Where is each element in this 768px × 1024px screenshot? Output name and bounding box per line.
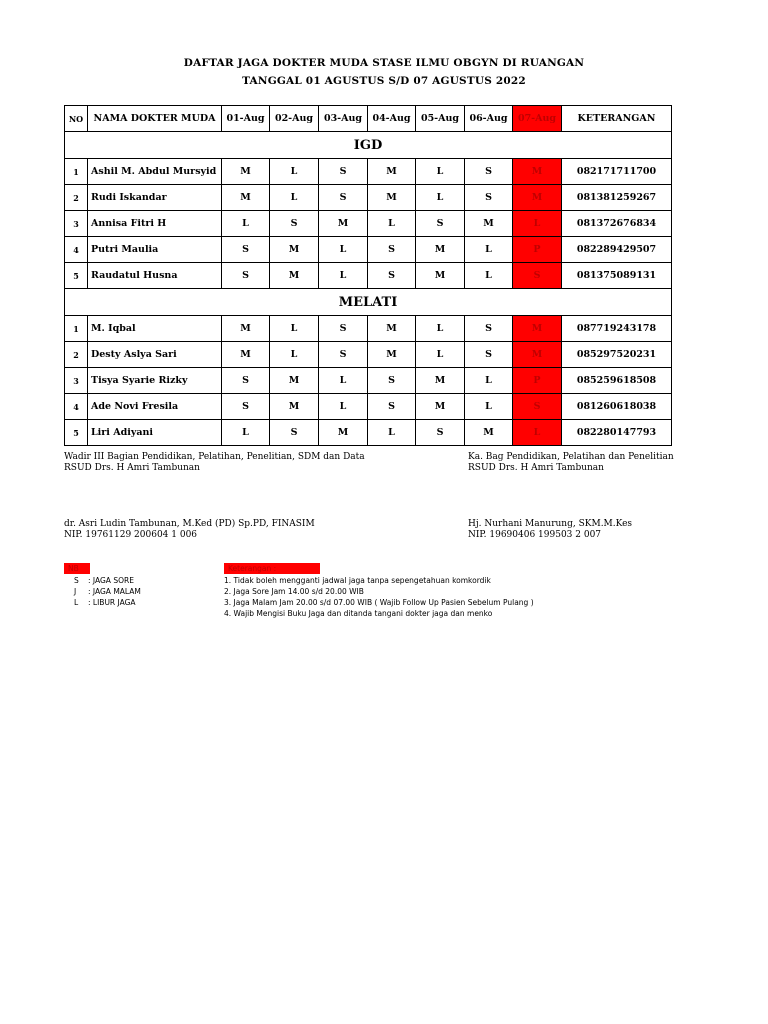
shift-cell: L [319, 237, 368, 263]
col-date-3: 03-Aug [319, 106, 368, 132]
phone-number: 085297520231 [562, 342, 672, 368]
shift-cell: M [319, 420, 368, 446]
shift-cell: S [222, 263, 270, 289]
shift-cell: S [270, 211, 319, 237]
table-row [65, 263, 672, 289]
left-signatory-name: dr. Asri Ludin Tambunan, M.Ked (PD) Sp.PD, FINASIM [64, 519, 315, 529]
phone-number: 081375089131 [562, 263, 672, 289]
col-date-4: 04-Aug [368, 106, 416, 132]
doctor-name: Desty Aslya Sari [88, 342, 222, 368]
left-signature-position: Wadir III Bagian Pendidikan, Pelatihan, Penelitian, SDM dan Data [64, 452, 365, 462]
shift-cell: S [513, 394, 562, 420]
col-keterangan: KETERANGAN [562, 106, 672, 132]
table-row [65, 394, 672, 420]
shift-cell: M [222, 316, 270, 342]
col-name: NAMA DOKTER MUDA [88, 106, 222, 132]
legend-desc-s: : JAGA SORE [88, 576, 134, 585]
right-signatory-name: Hj. Nurhani Manurung, SKM.M.Kes [468, 519, 633, 529]
schedule-table [64, 105, 672, 446]
doctor-name: Tisya Syarie Rizky [88, 368, 222, 394]
col-date-6: 06-Aug [465, 106, 513, 132]
right-signatory-nip: NIP. 19690406 199503 2 007 [468, 530, 602, 540]
shift-cell: M [319, 211, 368, 237]
row-number: 3 [65, 368, 88, 394]
legend-code-j: J [74, 587, 77, 596]
table-row [65, 237, 672, 263]
table-row [65, 211, 672, 237]
shift-cell: L [270, 342, 319, 368]
shift-cell: L [465, 368, 513, 394]
row-number: 4 [65, 394, 88, 420]
shift-cell: S [368, 368, 416, 394]
shift-cell: S [222, 368, 270, 394]
right-signature-position: Ka. Bag Pendidikan, Pelatihan dan Penelitian [468, 452, 674, 462]
doctor-name: Annisa Fitri H [88, 211, 222, 237]
doctor-name: Liri Adiyani [88, 420, 222, 446]
row-number: 1 [65, 159, 88, 185]
doctor-name: Putri Maulia [88, 237, 222, 263]
section-title: IGD [65, 132, 672, 159]
shift-cell: M [222, 159, 270, 185]
shift-cell: L [465, 237, 513, 263]
section-title: MELATI [65, 289, 672, 316]
col-date-5: 05-Aug [416, 106, 465, 132]
table-row [65, 316, 672, 342]
shift-cell: M [270, 237, 319, 263]
shift-cell: L [319, 263, 368, 289]
shift-cell: L [222, 211, 270, 237]
note-2: 2. Jaga Sore Jam 14.00 s/d 20.00 WIB [224, 587, 364, 596]
shift-cell: M [222, 342, 270, 368]
shift-cell: L [222, 420, 270, 446]
doctor-name: Raudatul Husna [88, 263, 222, 289]
shift-cell: S [465, 185, 513, 211]
shift-cell: M [270, 394, 319, 420]
doctor-name: Rudi Iskandar [88, 185, 222, 211]
shift-cell: S [319, 316, 368, 342]
table-row [65, 368, 672, 394]
shift-cell: M [513, 185, 562, 211]
shift-cell: M [465, 420, 513, 446]
table-row [65, 342, 672, 368]
col-no: NO [65, 106, 88, 132]
shift-cell: L [368, 211, 416, 237]
row-number: 3 [65, 211, 88, 237]
nb-label: NB [64, 563, 90, 574]
shift-cell: P [513, 237, 562, 263]
shift-cell: S [319, 185, 368, 211]
shift-cell: L [513, 211, 562, 237]
phone-number: 082171711700 [562, 159, 672, 185]
shift-cell: S [319, 159, 368, 185]
shift-cell: L [416, 316, 465, 342]
phone-number: 081372676834 [562, 211, 672, 237]
shift-cell: M [416, 394, 465, 420]
document-title: DAFTAR JAGA DOKTER MUDA STASE ILMU OBGYN DI RUANGAN [183, 57, 585, 69]
table-header-row [65, 106, 672, 132]
shift-cell: M [465, 211, 513, 237]
shift-cell: M [368, 316, 416, 342]
document-subtitle: TANGGAL 01 AGUSTUS S/D 07 AGUSTUS 2022 [242, 75, 526, 87]
shift-cell: M [416, 237, 465, 263]
legend-code-l: L [74, 598, 79, 607]
shift-cell: M [368, 159, 416, 185]
shift-cell: M [416, 368, 465, 394]
left-signatory-nip: NIP. 19761129 200604 1 006 [64, 530, 198, 540]
shift-cell: L [270, 316, 319, 342]
legend-desc-j: : JAGA MALAM [88, 587, 141, 596]
col-date-1: 01-Aug [222, 106, 270, 132]
shift-cell: L [319, 394, 368, 420]
shift-cell: S [416, 420, 465, 446]
shift-cell: S [513, 263, 562, 289]
shift-cell: S [222, 237, 270, 263]
shift-cell: L [270, 159, 319, 185]
phone-number: 082289429507 [562, 237, 672, 263]
right-signature-institution: RSUD Drs. H Amri Tambunan [468, 463, 604, 473]
shift-cell: L [416, 185, 465, 211]
table-row [65, 420, 672, 446]
left-signature-institution: RSUD Drs. H Amri Tambunan [64, 463, 200, 473]
legend-code-s: S [74, 576, 79, 585]
row-number: 2 [65, 185, 88, 211]
shift-cell: S [368, 394, 416, 420]
col-date-7: 07-Aug [513, 106, 562, 132]
row-number: 5 [65, 420, 88, 446]
note-1: 1. Tidak boleh mengganti jadwal jaga tanpa sepengetahuan komkordik [224, 576, 491, 585]
note-3: 3. Jaga Malam Jam 20.00 s/d 07.00 WIB ( Wajib Follow Up Pasien Sebelum Pulang ) [224, 598, 534, 607]
shift-cell: L [416, 342, 465, 368]
table-row [65, 159, 672, 185]
shift-cell: L [465, 263, 513, 289]
shift-cell: M [270, 368, 319, 394]
shift-cell: L [465, 394, 513, 420]
phone-number: 081260618038 [562, 394, 672, 420]
row-number: 1 [65, 316, 88, 342]
shift-cell: M [368, 185, 416, 211]
shift-cell: S [270, 420, 319, 446]
phone-number: 081381259267 [562, 185, 672, 211]
shift-cell: M [222, 185, 270, 211]
phone-number: 082280147793 [562, 420, 672, 446]
shift-cell: M [513, 316, 562, 342]
shift-cell: S [368, 237, 416, 263]
legend-desc-l: : LIBUR JAGA [88, 598, 136, 607]
section-row [65, 132, 672, 159]
doctor-name: M. Iqbal [88, 316, 222, 342]
shift-cell: S [319, 342, 368, 368]
shift-cell: S [465, 342, 513, 368]
shift-cell: L [319, 368, 368, 394]
row-number: 5 [65, 263, 88, 289]
shift-cell: S [465, 316, 513, 342]
shift-cell: M [416, 263, 465, 289]
shift-cell: S [465, 159, 513, 185]
keterangan-label: Keterangan : [224, 563, 320, 574]
shift-cell: L [416, 159, 465, 185]
shift-cell: S [222, 394, 270, 420]
doctor-name: Ade Novi Fresila [88, 394, 222, 420]
phone-number: 085259618508 [562, 368, 672, 394]
shift-cell: L [368, 420, 416, 446]
shift-cell: L [513, 420, 562, 446]
shift-cell: S [368, 263, 416, 289]
table-row [65, 185, 672, 211]
shift-cell: M [368, 342, 416, 368]
shift-cell: M [513, 342, 562, 368]
row-number: 4 [65, 237, 88, 263]
note-4: 4. Wajib Mengisi Buku Jaga dan ditanda tangani dokter jaga dan menko [224, 609, 493, 618]
shift-cell: M [270, 263, 319, 289]
shift-cell: M [513, 159, 562, 185]
shift-cell: S [416, 211, 465, 237]
phone-number: 087719243178 [562, 316, 672, 342]
col-date-2: 02-Aug [270, 106, 319, 132]
doctor-name: Ashil M. Abdul Mursyid [88, 159, 222, 185]
section-row [65, 289, 672, 316]
shift-cell: P [513, 368, 562, 394]
row-number: 2 [65, 342, 88, 368]
shift-cell: L [270, 185, 319, 211]
